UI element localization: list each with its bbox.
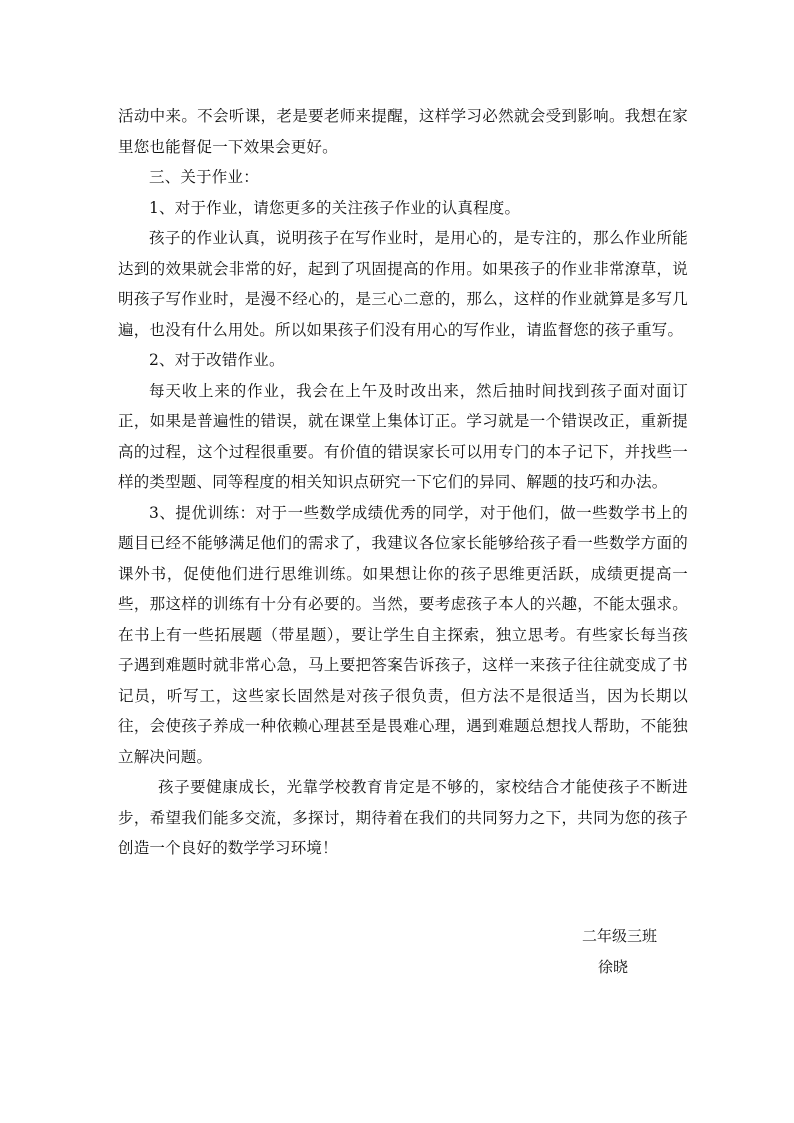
signature-name: 徐晓 [598, 958, 629, 976]
paragraph-closing: 孩子要健康成长，光靠学校教育肯定是不够的，家校结合才能使孩子不断进步，希望我们能多交流，多探讨，期待着在我们的共同努力之下，共同为您的孩子创造一个良好的数学学习环境！ [118, 778, 688, 857]
subheading-correction: 2、对于改错作业。 [149, 351, 285, 369]
paragraph-advanced-training: 3、提优训练：对于一些数学成绩优秀的同学，对于他们，做一些数学书上的题目已经不能够满足他们的需求了，我建议各位家长能够给孩子看一些数学方面的课外书，促使他们进行思维训练。如果想让你的孩子思维更活跃，成绩更提高一些，那这样的训练有十分有必要的。当然，要考虑孩子本人的兴趣，不能太强求。在书上有一些拓展题（带星题），要让学生自主探索，独立思考。有些家长每当孩子遇到难题时就非常心急，马上要把答案告诉孩子，这样一来孩子往往就变成了书记员，听写工，这些家长固然是对孩子很负责，但方法不是很适当，因为长期以往，会使孩子养成一种依赖心理甚至是畏难心理，遇到难题总想找人帮助，不能独立解决问题。 [118, 503, 688, 766]
signature-class: 二年级三班 [582, 927, 658, 945]
paragraph-homework-care: 孩子的作业认真，说明孩子在写作业时，是用心的，是专注的，那么作业所能达到的效果就会非常的好，起到了巩固提高的作用。如果孩子的作业非常潦草，说明孩子写作业时，是漫不经心的，是三心二意的，那么，这样的作业就算是多写几遍，也没有什么用处。所以如果孩子们没有用心的写作业，请监督您的孩子重写。 [118, 229, 688, 339]
paragraph-correction: 每天收上来的作业，我会在上午及时改出来，然后抽时间找到孩子面对面订正，如果是普遍性的错误，就在课堂上集体订正。学习就是一个错误改正，重新提高的过程，这个过程很重要。有价值的错误家长可以用专门的本子记下，并找些一样的类型题、同等程度的相关知识点研究一下它们的异同、解题的技巧和办法。 [118, 381, 688, 491]
subheading-homework-care: 1、对于作业，请您更多的关注孩子作业的认真程度。 [149, 198, 521, 217]
letter-body [118, 101, 688, 864]
paragraph-continuation: 活动中来。不会听课，老是要老师来提醒，这样学习必然就会受到影响。我想在家里您也能督促一下效果会更好。 [118, 107, 688, 156]
section-heading-homework: 三、关于作业： [149, 168, 259, 186]
